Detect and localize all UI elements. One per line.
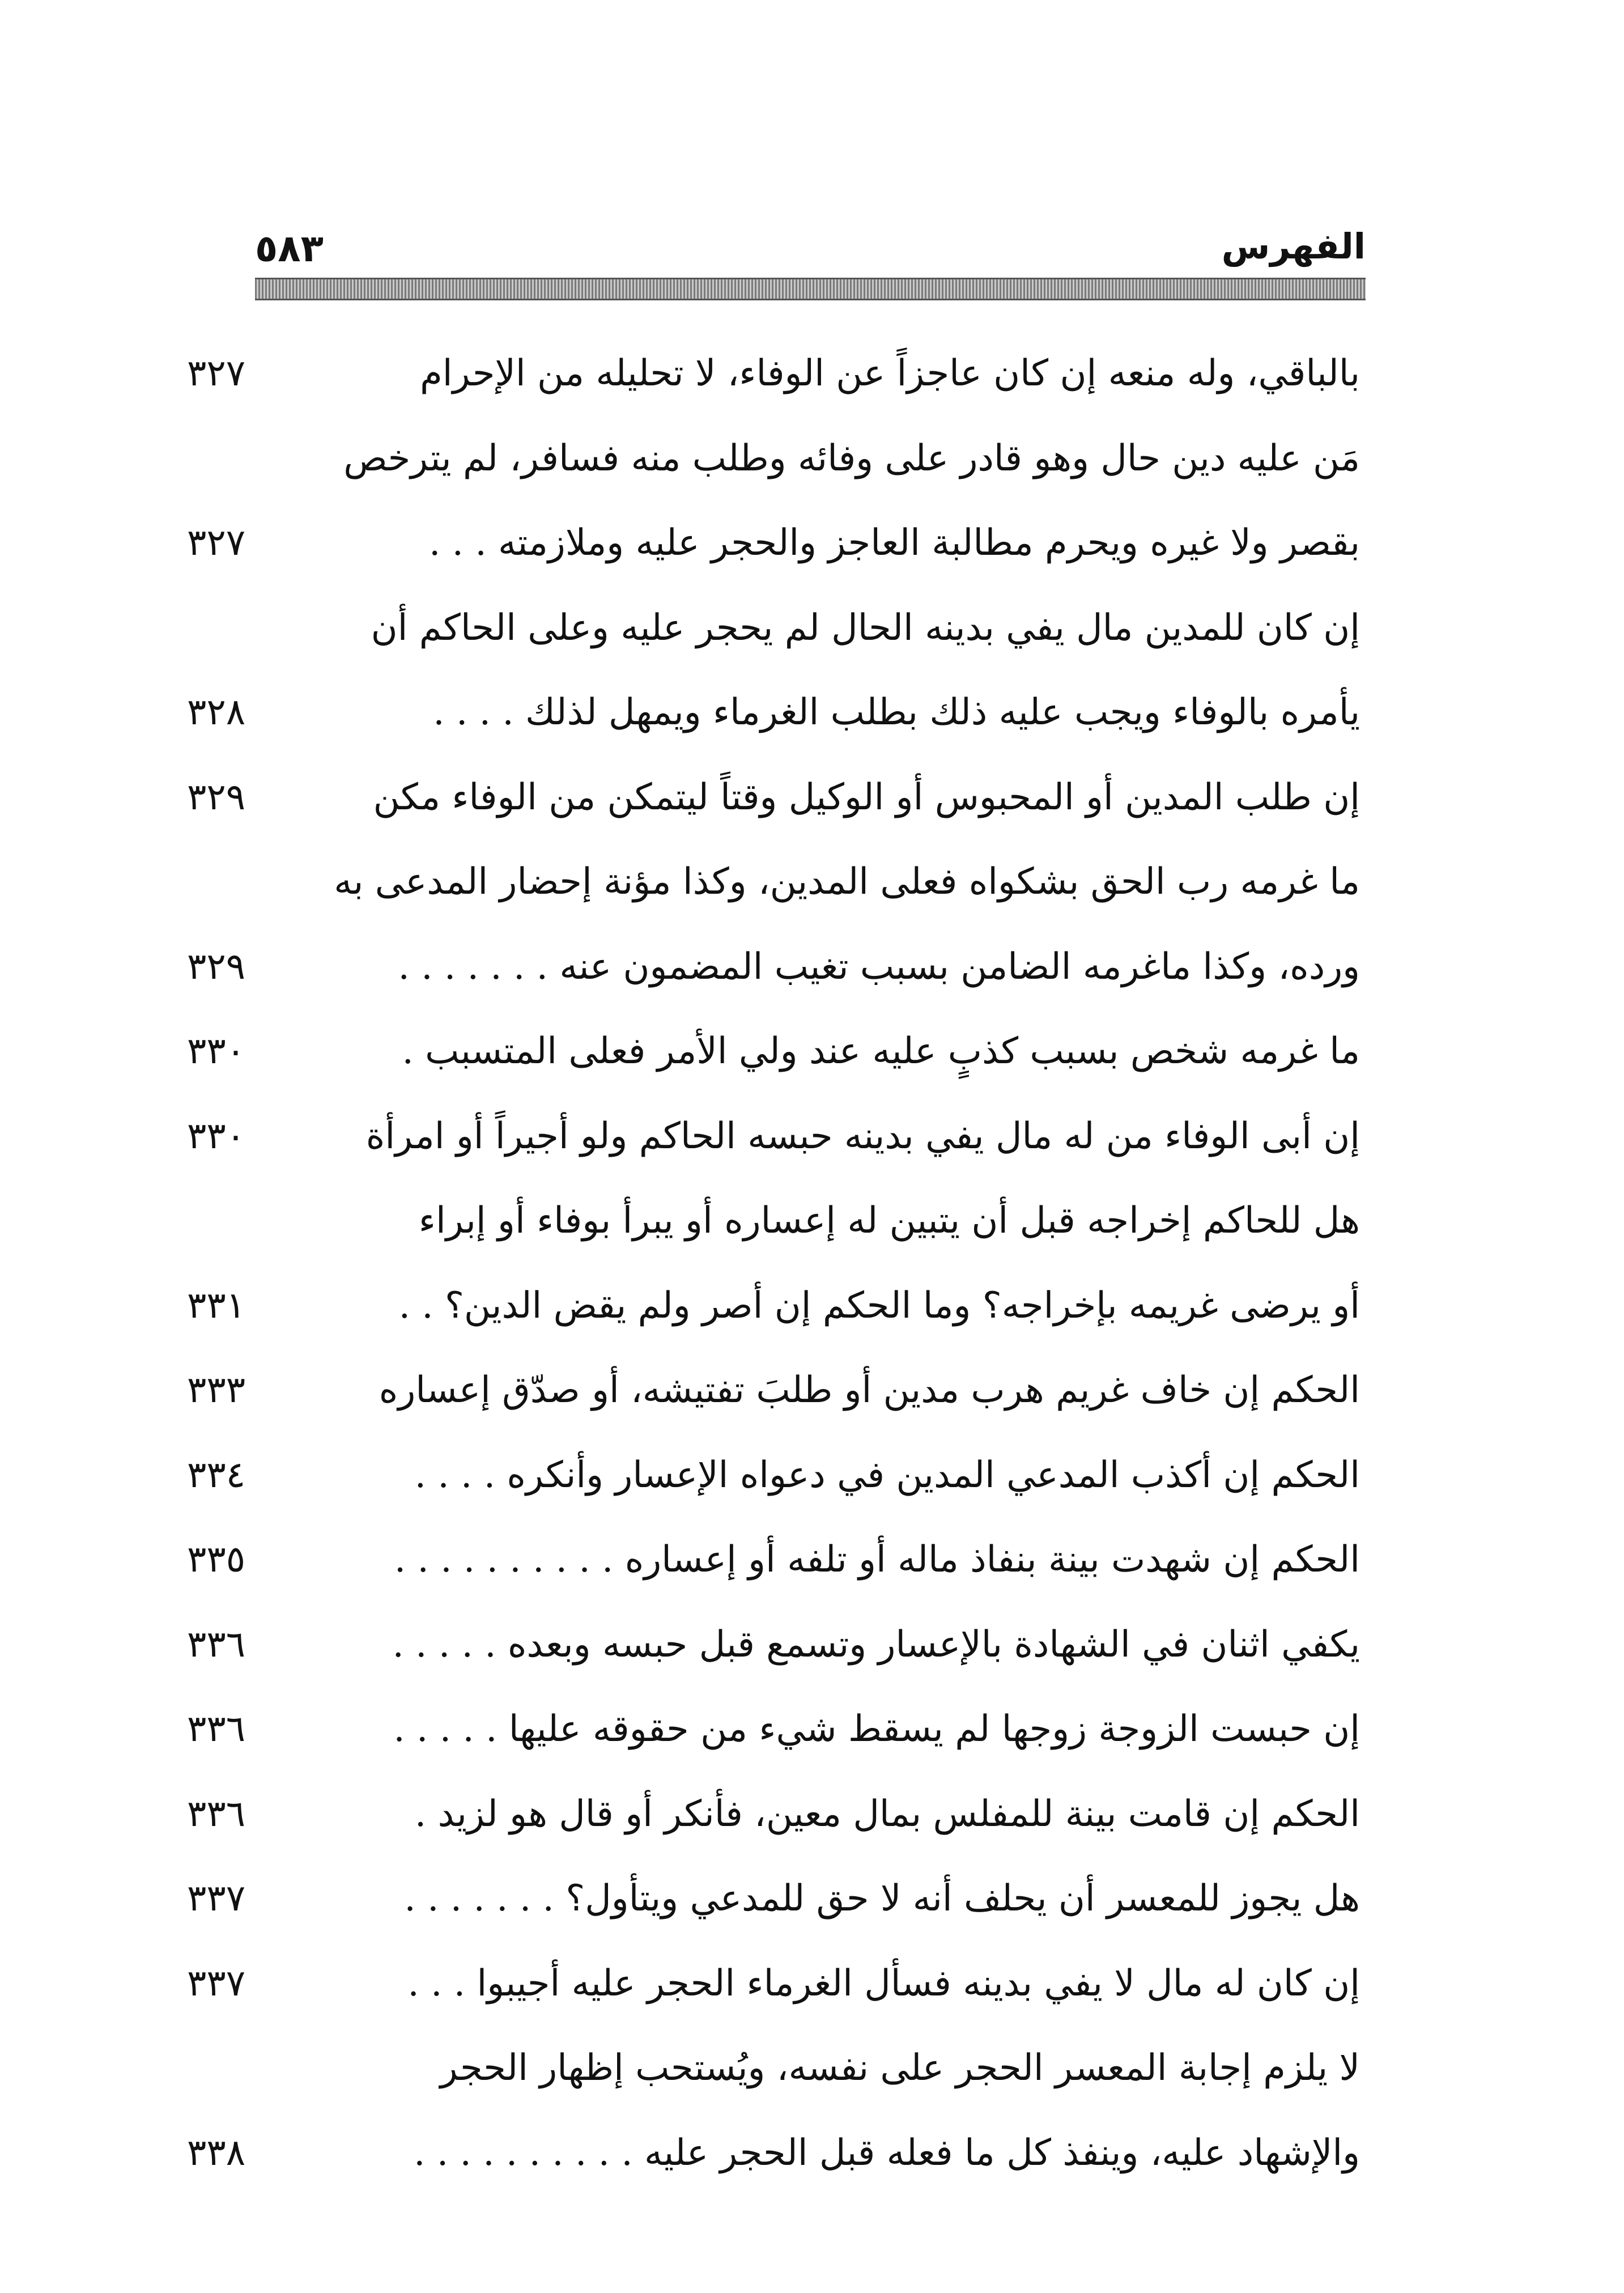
entry-page-number: ٣٣٧	[187, 1878, 246, 1920]
entry-text: إن طلب المدين أو المحبوس أو الوكيل وقتاً ليتمكن من الوفاء مكن	[373, 776, 1360, 818]
index-entry	[187, 1518, 1360, 1603]
index-entry	[187, 1348, 1360, 1433]
entry-page-number: ٣٣٥	[187, 1539, 246, 1581]
entry-page-number: ٣٣٧	[187, 1962, 246, 2005]
entry-page-number: ٣٣٠	[187, 1115, 246, 1157]
entry-text: أو يرضى غريمه بإخراجه؟ وما الحكم إن أصر ولم يقض الدين؟ . .	[398, 1284, 1360, 1327]
index-entries	[187, 332, 1360, 2196]
entry-text: إن كان له مال لا يفي بدينه فسأل الغرماء الحجر عليه أجيبوا . . .	[407, 1962, 1360, 2005]
entry-page-number: ٣٢٨	[187, 691, 246, 733]
entry-page-number: ٣٣٨	[187, 2131, 246, 2174]
index-entry	[187, 925, 1360, 1010]
index-entry	[187, 586, 1360, 671]
entry-text: بقصر ولا غيره ويحرم مطالبة العاجز والحجر عليه وملازمته . . .	[428, 522, 1360, 564]
entry-text: الحكم إن خاف غريم هرب مدين أو طلبَ تفتيشه، أو صدّق إعساره	[379, 1369, 1360, 1411]
index-entry	[187, 1603, 1360, 1688]
page-header	[255, 213, 1366, 275]
index-entry	[187, 501, 1360, 586]
entry-text: الحكم إن شهدت بينة بنفاذ ماله أو تلفه أو إعساره . . . . . . . . . .	[394, 1539, 1360, 1581]
entry-text: بالباقي، وله منعه إن كان عاجزاً عن الوفاء، لا تحليله من الإحرام	[420, 353, 1360, 394]
entry-text: الحكم إن أكذب المدعي المدين في دعواه الإعسار وأنكره . . . .	[414, 1454, 1360, 1496]
entry-page-number: ٣٣٤	[187, 1454, 246, 1496]
index-entry	[187, 1264, 1360, 1349]
index-entry	[187, 417, 1360, 502]
index-entry	[187, 2111, 1360, 2196]
entry-page-number: ٣٢٧	[187, 522, 246, 564]
index-entry	[187, 1179, 1360, 1264]
index-entry	[187, 1009, 1360, 1094]
index-entry	[187, 840, 1360, 925]
entry-text: مَن عليه دين حال وهو قادر على وفائه وطلب منه فسافر، لم يترخص	[343, 437, 1360, 479]
entry-page-number: ٣٣١	[187, 1284, 246, 1327]
page-number: ٥٨٣	[255, 227, 324, 270]
index-entry	[187, 755, 1360, 840]
entry-text: ما غرمه رب الحق بشكواه فعلى المدين، وكذا مؤنة إحضار المدعى به	[334, 861, 1360, 903]
entry-text: لا يلزم إجابة المعسر الحجر على نفسه، ويُستحب إظهار الحجر	[440, 2047, 1360, 2089]
entry-text: إن كان للمدين مال يفي بدينه الحال لم يحجر عليه وعلى الحاكم أن	[371, 606, 1360, 649]
entry-page-number: ٣٣٦	[187, 1708, 246, 1750]
entry-text: إن أبى الوفاء من له مال يفي بدينه حبسه الحاكم ولو أجيراً أو امرأة	[365, 1115, 1360, 1157]
index-entry	[187, 2026, 1360, 2111]
index-entry	[187, 1687, 1360, 1772]
entry-page-number: ٣٢٧	[187, 353, 246, 394]
entry-page-number: ٣٣٦	[187, 1793, 246, 1835]
index-entry	[187, 1094, 1360, 1179]
index-entry	[187, 1857, 1360, 1942]
entry-page-number: ٣٣٣	[187, 1369, 246, 1411]
header-divider	[255, 278, 1366, 300]
entry-page-number: ٣٢٩	[187, 776, 246, 818]
index-entry	[187, 670, 1360, 755]
index-entry	[187, 1942, 1360, 2027]
entry-page-number: ٣٣٦	[187, 1623, 246, 1666]
index-entry	[187, 1772, 1360, 1857]
entry-text: الحكم إن قامت بينة للمفلس بمال معين، فأنكر أو قال هو لزيد .	[414, 1793, 1360, 1835]
index-entry	[187, 332, 1360, 417]
entry-text: إن حبست الزوجة زوجها لم يسقط شيء من حقوقه عليها . . . . .	[393, 1708, 1360, 1750]
entry-text: هل للحاكم إخراجه قبل أن يتبين له إعساره أو يبرأ بوفاء أو إبراء	[418, 1200, 1360, 1242]
entry-text: والإشهاد عليه، وينفذ كل ما فعله قبل الحجر عليه . . . . . . . . . .	[414, 2131, 1360, 2174]
entry-text: ما غرمه شخص بسبب كذبٍ عليه عند ولي الأمر فعلى المتسبب .	[402, 1030, 1360, 1072]
index-entry	[187, 1433, 1360, 1518]
entry-page-number: ٣٢٩	[187, 945, 246, 988]
entry-text: هل يجوز للمعسر أن يحلف أنه لا حق للمدعي ويتأول؟ . . . . . . .	[404, 1878, 1360, 1920]
entry-page-number: ٣٣٠	[187, 1030, 246, 1072]
entry-text: ورده، وكذا ماغرمه الضامن بسبب تغيب المضمون عنه . . . . . . .	[398, 945, 1360, 988]
entry-text: يأمره بالوفاء ويجب عليه ذلك بطلب الغرماء ويمهل لذلك . . . .	[433, 691, 1360, 733]
page-title: الفهرس	[1221, 226, 1366, 267]
entry-text: يكفي اثنان في الشهادة بالإعسار وتسمع قبل حبسه وبعده . . . . .	[392, 1623, 1360, 1666]
